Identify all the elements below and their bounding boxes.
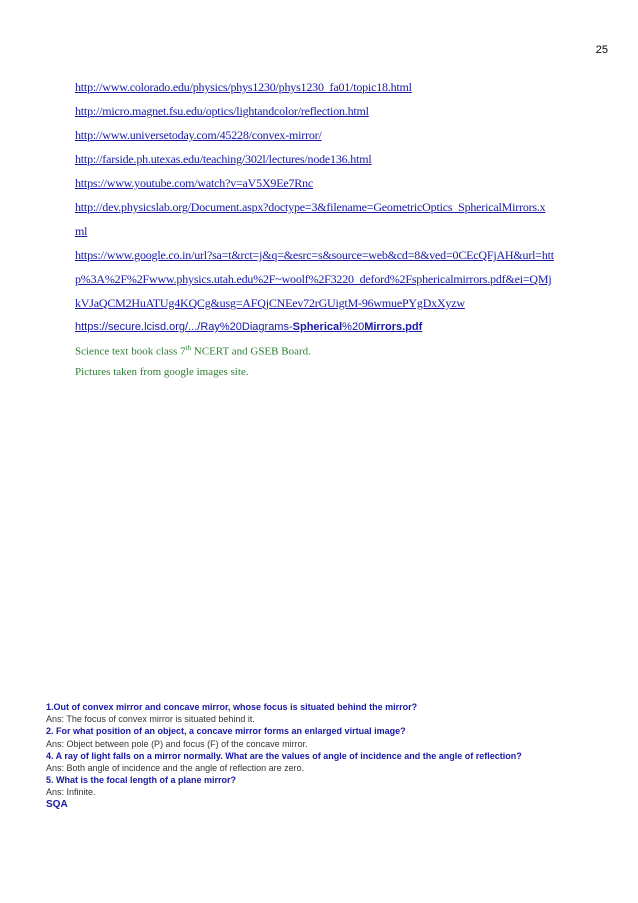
note-text: Science text book class 7: [75, 345, 186, 358]
textbook-note: [75, 338, 311, 362]
reference-link[interactable]: ml: [75, 224, 88, 238]
link-part-bold: Spherical: [292, 321, 343, 333]
reference-link[interactable]: kVJaQCM2HuATUg4KQCg&usg=AFQjCNEev72rGUigtM-96wmuePYgDxXyzw: [75, 296, 465, 310]
source-notes: [75, 338, 311, 382]
reference-link-lcisd[interactable]: [75, 315, 605, 339]
link-part: %20: [342, 321, 365, 333]
question: 5. What is the focal length of a plane mirror?: [46, 775, 237, 786]
answer: Ans: Object between pole (P) and focus (F) of the concave mirror.: [46, 738, 308, 749]
reference-link[interactable]: p%3A%2F%2Fwww.physics.utah.edu%2F~woolf%2F3220_deford%2Fsphericalmirrors.pdf&ei=QMj: [75, 272, 552, 286]
question: 1.Out of convex mirror and concave mirror, whose focus is situated behind the mirror?: [46, 702, 418, 712]
sqa-heading: SQA: [46, 798, 68, 810]
reference-link[interactable]: https://www.google.co.in/url?sa=t&rct=j&q=&esrc=s&source=web&cd=8&ved=0CEcQFjAH&url=htt: [75, 248, 554, 262]
page-number: 25: [595, 44, 608, 56]
note-text: NCERT and GSEB Board.: [191, 345, 311, 358]
note-superscript: th: [185, 344, 192, 352]
question: 4. A ray of light falls on a mirror normally. What are the values of angle of incidence and the angle of reflection?: [46, 750, 522, 761]
reference-link[interactable]: http://dev.physicslab.org/Document.aspx?doctype=3&filename=GeometricOptics_SphericalMirrors.x: [75, 200, 546, 214]
pictures-note: Pictures taken from google images site.: [75, 365, 249, 378]
answer: Ans: Both angle of incidence and the angle of reflection are zero.: [46, 763, 305, 774]
answer: Ans: Infinite.: [46, 787, 96, 798]
reference-link[interactable]: http://www.universetoday.com/45228/convex-mirror/: [75, 128, 322, 142]
link-part: https://secure.lcisd.org/.../Ray%20Diagrams-: [75, 321, 293, 333]
link-part-bold: Mirrors.pdf: [364, 321, 423, 333]
reference-link[interactable]: http://micro.magnet.fsu.edu/optics/lightandcolor/reflection.html: [75, 104, 369, 118]
reference-links: [75, 75, 605, 339]
reference-link[interactable]: https://www.youtube.com/watch?v=aV5X9Ee7Rnc: [75, 176, 314, 190]
reference-link[interactable]: http://farside.ph.utexas.edu/teaching/302l/lectures/node136.html: [75, 152, 372, 166]
question: 2. For what position of an object, a concave mirror forms an enlarged virtual image?: [46, 726, 406, 737]
question-answer-section: [46, 701, 606, 811]
reference-link[interactable]: http://www.colorado.edu/physics/phys1230/phys1230_fa01/topic18.html: [75, 80, 412, 94]
answer: Ans: The focus of convex mirror is situated behind it.: [46, 714, 255, 725]
